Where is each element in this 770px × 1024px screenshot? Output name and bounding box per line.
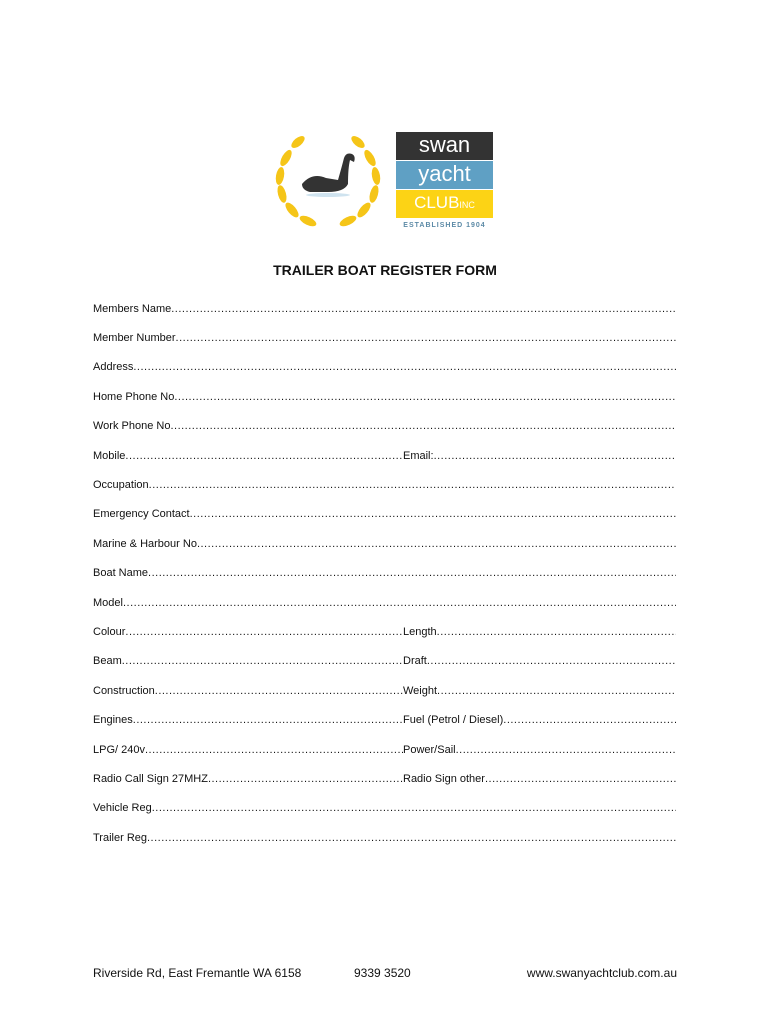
home-phone-no-label: Home Phone No <box>93 390 175 403</box>
logo-club-text: CLUB <box>414 193 460 212</box>
form-row <box>93 705 676 734</box>
occupation-label: Occupation <box>93 479 149 492</box>
lpg-240v-label: LPG/ 240v <box>93 743 145 756</box>
vehicle-reg-field[interactable] <box>93 802 676 814</box>
form-row <box>93 294 676 323</box>
mobile-input-line[interactable] <box>125 450 403 462</box>
email-input-line[interactable] <box>434 450 676 462</box>
lpg-240v-input-line[interactable] <box>145 744 403 756</box>
form-row <box>93 559 676 588</box>
form-row <box>93 588 676 617</box>
weight-label: Weight <box>403 684 438 697</box>
register-form <box>93 294 676 852</box>
construction-field[interactable] <box>93 685 403 697</box>
power-sail-field[interactable] <box>403 744 676 756</box>
engines-label: Engines <box>93 714 133 727</box>
vehicle-reg-label: Vehicle Reg <box>93 802 152 815</box>
engines-field[interactable] <box>93 714 403 726</box>
radio-call-sign-27mhz-field[interactable] <box>93 773 403 785</box>
member-number-input-line[interactable] <box>176 332 676 344</box>
logo-inc: INC <box>459 200 475 210</box>
club-wordmark <box>396 132 493 234</box>
logo-swan: swan <box>396 132 493 160</box>
logo-club <box>396 190 493 218</box>
email-label: Email: <box>403 449 434 462</box>
work-phone-no-input-line[interactable] <box>170 420 676 432</box>
logo-yacht: yacht <box>396 161 493 189</box>
emergency-contact-input-line[interactable] <box>190 508 676 520</box>
beam-field[interactable] <box>93 655 403 667</box>
beam-input-line[interactable] <box>122 655 403 667</box>
mobile-field[interactable] <box>93 450 403 462</box>
trailer-reg-label: Trailer Reg <box>93 831 147 844</box>
form-row <box>93 500 676 529</box>
form-row <box>93 323 676 352</box>
fuel-petrol-diesel-label: Fuel (Petrol / Diesel) <box>403 714 504 727</box>
radio-sign-other-input-line[interactable] <box>485 773 676 785</box>
occupation-input-line[interactable] <box>149 479 676 491</box>
footer-address: Riverside Rd, East Fremantle WA 6158 <box>93 966 302 980</box>
boat-name-label: Boat Name <box>93 567 149 580</box>
form-row <box>93 529 676 558</box>
colour-field[interactable] <box>93 626 403 638</box>
draft-input-line[interactable] <box>427 655 676 667</box>
footer-phone: 9339 3520 <box>354 966 411 980</box>
home-phone-no-input-line[interactable] <box>174 391 676 403</box>
radio-call-sign-27mhz-label: Radio Call Sign 27MHZ <box>93 772 208 785</box>
vehicle-reg-input-line[interactable] <box>152 802 676 814</box>
form-row <box>93 617 676 646</box>
members-name-field[interactable] <box>93 303 676 315</box>
engines-input-line[interactable] <box>133 714 403 726</box>
form-row <box>93 676 676 705</box>
construction-input-line[interactable] <box>155 685 403 697</box>
form-row <box>93 647 676 676</box>
radio-call-sign-27mhz-input-line[interactable] <box>208 773 403 785</box>
form-row <box>93 412 676 441</box>
address-field[interactable] <box>93 361 676 373</box>
model-label: Model <box>93 596 123 609</box>
marine-harbour-no-label: Marine & Harbour No <box>93 537 197 550</box>
marine-harbour-no-input-line[interactable] <box>197 538 676 550</box>
form-row <box>93 382 676 411</box>
beam-label: Beam <box>93 655 122 668</box>
home-phone-no-field[interactable] <box>93 391 676 403</box>
power-sail-input-line[interactable] <box>456 744 676 756</box>
occupation-field[interactable] <box>93 479 676 491</box>
mobile-label: Mobile <box>93 449 126 462</box>
length-input-line[interactable] <box>437 626 676 638</box>
form-row <box>93 353 676 382</box>
marine-harbour-no-field[interactable] <box>93 538 676 550</box>
member-number-field[interactable] <box>93 332 676 344</box>
email-field[interactable] <box>403 450 676 462</box>
boat-name-field[interactable] <box>93 567 676 579</box>
fuel-petrol-diesel-input-line[interactable] <box>503 714 676 726</box>
fuel-petrol-diesel-field[interactable] <box>403 714 676 726</box>
construction-label: Construction <box>93 684 155 697</box>
address-label: Address <box>93 361 134 374</box>
logo-established: ESTABLISHED 1904 <box>403 222 486 229</box>
emergency-contact-field[interactable] <box>93 508 676 520</box>
members-name-label: Members Name <box>93 302 172 315</box>
power-sail-label: Power/Sail <box>403 743 456 756</box>
model-input-line[interactable] <box>123 597 676 609</box>
lpg-240v-field[interactable] <box>93 744 403 756</box>
colour-label: Colour <box>93 625 126 638</box>
form-row <box>93 441 676 470</box>
member-number-label: Member Number <box>93 332 176 345</box>
radio-sign-other-label: Radio Sign other <box>403 772 485 785</box>
length-field[interactable] <box>403 626 676 638</box>
swan-wreath-icon <box>272 128 384 233</box>
work-phone-no-label: Work Phone No <box>93 420 171 433</box>
club-logo <box>272 128 497 233</box>
draft-field[interactable] <box>403 655 676 667</box>
form-row <box>93 794 676 823</box>
address-input-line[interactable] <box>133 361 676 373</box>
form-row <box>93 823 676 852</box>
length-label: Length <box>403 625 437 638</box>
members-name-input-line[interactable] <box>171 303 676 315</box>
boat-name-input-line[interactable] <box>148 567 676 579</box>
weight-field[interactable] <box>403 685 676 697</box>
work-phone-no-field[interactable] <box>93 420 676 432</box>
form-row <box>93 764 676 793</box>
model-field[interactable] <box>93 597 676 609</box>
trailer-reg-input-line[interactable] <box>147 832 676 844</box>
colour-input-line[interactable] <box>125 626 403 638</box>
trailer-reg-field[interactable] <box>93 832 676 844</box>
form-title: TRAILER BOAT REGISTER FORM <box>273 262 497 278</box>
draft-label: Draft <box>403 655 427 668</box>
radio-sign-other-field[interactable] <box>403 773 676 785</box>
emergency-contact-label: Emergency Contact <box>93 508 190 521</box>
footer-website[interactable]: www.swanyachtclub.com.au <box>526 966 677 980</box>
weight-input-line[interactable] <box>437 685 676 697</box>
form-row <box>93 470 676 499</box>
form-row <box>93 735 676 764</box>
